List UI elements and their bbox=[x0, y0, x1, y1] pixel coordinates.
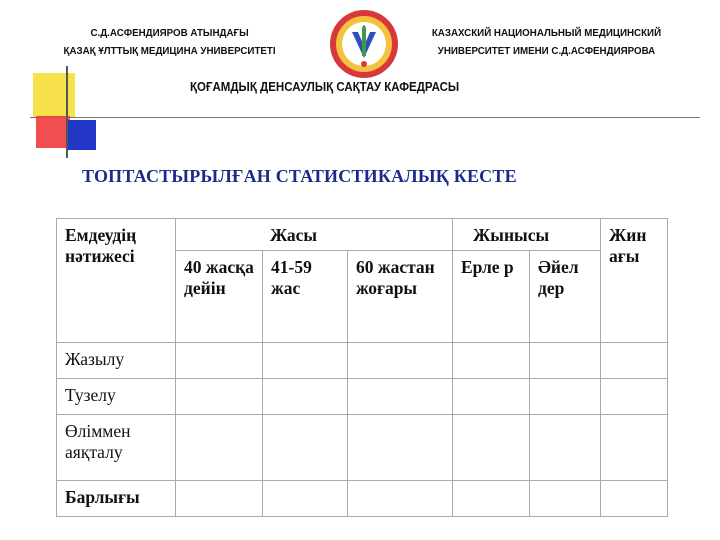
table-cell bbox=[176, 379, 263, 415]
university-name-kazakh-line1: С.Д.АСФЕНДИЯРОВ АТЫНДАҒЫ bbox=[90, 27, 249, 39]
table-cell bbox=[176, 481, 263, 517]
subheader-sex-male: Ерле р bbox=[453, 251, 530, 343]
university-name-kazakh bbox=[44, 24, 295, 60]
decor-vertical-line bbox=[66, 66, 68, 158]
decor-horizontal-line bbox=[30, 117, 700, 118]
table-cell bbox=[176, 343, 263, 379]
subheader-age-41-59: 41-59 жас bbox=[263, 251, 348, 343]
table-header-row bbox=[57, 219, 668, 251]
subheader-age-over-60: 60 жастан жоғары bbox=[348, 251, 453, 343]
table-cell bbox=[348, 481, 453, 517]
table-cell bbox=[453, 343, 530, 379]
page-title: ТОПТАСТЫРЫЛҒАН СТАТИСТИКАЛЫҚ КЕСТЕ bbox=[82, 166, 517, 186]
decor-yellow-square bbox=[33, 73, 75, 117]
row-label-recovered: Жазылу bbox=[57, 343, 176, 379]
table-cell bbox=[453, 379, 530, 415]
table-cell bbox=[601, 379, 668, 415]
subheader-sex-female: Әйел дер bbox=[530, 251, 601, 343]
table-cell bbox=[601, 481, 668, 517]
table-row bbox=[57, 343, 668, 379]
university-name-russian-line2: УНИВЕРСИТЕТ ИМЕНИ С.Д.АСФЕНДИЯРОВА bbox=[437, 45, 656, 57]
university-name-russian-line1: КАЗАХСКИЙ НАЦИОНАЛЬНЫЙ МЕДИЦИНСКИЙ bbox=[431, 27, 662, 39]
row-label-died: Өліммен аяқталу bbox=[57, 415, 176, 481]
table-cell bbox=[530, 481, 601, 517]
table-cell bbox=[263, 481, 348, 517]
table-cell bbox=[263, 379, 348, 415]
table-row bbox=[57, 481, 668, 517]
row-label-total: Барлығы bbox=[57, 481, 176, 517]
header-total: Жин ағы bbox=[601, 219, 668, 343]
table-cell bbox=[530, 415, 601, 481]
subheader-age-under-40: 40 жасқа дейін bbox=[176, 251, 263, 343]
header-age: Жасы bbox=[176, 219, 453, 251]
table-cell bbox=[530, 379, 601, 415]
slide-header bbox=[0, 0, 720, 160]
table-cell bbox=[263, 343, 348, 379]
table-cell bbox=[176, 415, 263, 481]
table-cell bbox=[601, 343, 668, 379]
statistics-table bbox=[56, 218, 668, 517]
header-sex: Жынысы bbox=[453, 219, 601, 251]
table-cell bbox=[348, 343, 453, 379]
department-title: ҚОҒАМДЫҚ ДЕНСАУЛЫҚ САҚТАУ КАФЕДРАСЫ bbox=[190, 80, 460, 94]
decor-blue-square bbox=[68, 120, 96, 150]
table-cell bbox=[348, 415, 453, 481]
university-emblem-icon bbox=[328, 8, 400, 80]
header-outcome: Емдеудің нәтижесі bbox=[57, 219, 176, 343]
decor-red-square bbox=[36, 116, 70, 148]
table-row bbox=[57, 415, 668, 481]
table-cell bbox=[601, 415, 668, 481]
row-label-improved: Тузелу bbox=[57, 379, 176, 415]
table-cell bbox=[530, 343, 601, 379]
table-cell bbox=[453, 415, 530, 481]
university-name-russian bbox=[420, 24, 673, 60]
table-cell bbox=[453, 481, 530, 517]
table-cell bbox=[263, 415, 348, 481]
table-row bbox=[57, 379, 668, 415]
university-name-kazakh-line2: ҚАЗАҚ ҰЛТТЫҚ МЕДИЦИНА УНИВЕРСИТЕТІ bbox=[63, 45, 276, 57]
table-cell bbox=[348, 379, 453, 415]
